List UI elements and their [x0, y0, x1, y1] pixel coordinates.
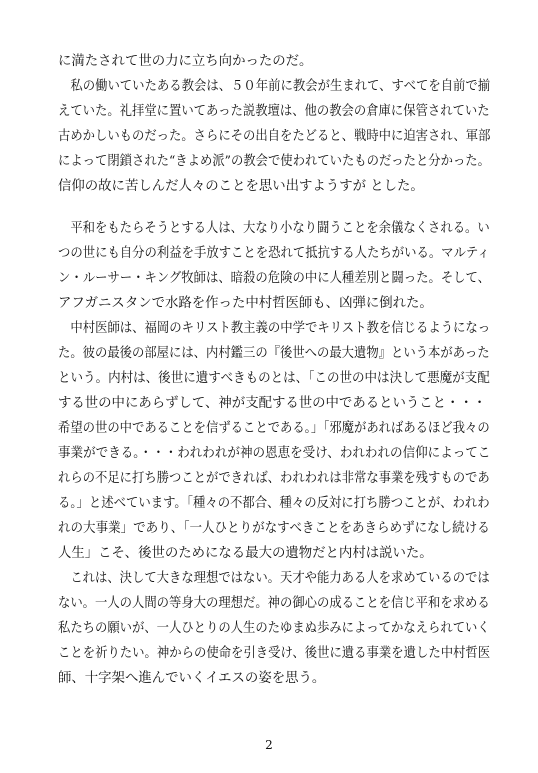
paragraph	[58, 216, 490, 316]
text-line: 中村医師は、福岡のキリスト教主義の中学でキリスト教を信じるようになっ	[58, 321, 491, 336]
paragraph	[58, 74, 490, 199]
text-line: つの世にも自分の利益を手放すことを恐れて抵抗する人たちがいる。マルティ	[58, 246, 490, 261]
text-line: という。内村は、後世に遺すべきものとは、「この世の中は決して悪魔が支配	[58, 371, 490, 386]
text-line: 平和をもたらそうとする人は、大なり小なり闘うことを余儀なくされる。い	[58, 221, 490, 236]
text-line: れらの不足に打ち勝つことができれば、われわれは非常な事業を残すものであ	[58, 471, 490, 486]
text-line: 古めかしいものだった。さらにその出自をたどると、戦時中に迫害され、軍部	[58, 129, 491, 144]
text-line: えていた。礼拝堂に置いてあった説教壇は、他の教会の倉庫に保管されていた	[58, 104, 490, 119]
text-line: ことを祈りたい。神からの使命を引き受け、後世に遺る事業を遺した中村哲医	[58, 646, 491, 661]
text-section-2	[58, 216, 490, 691]
text-line: ン・ルーサー・キング牧師は、暗殺の危険の中に人種差別と闘った。そして、	[58, 271, 491, 286]
text-line: 私の働いていたある教会は、５０年前に教会が生まれて、すべてを自前で揃	[58, 79, 491, 94]
text-line: 事業ができる。・・・われわれが神の恩恵を受け、われわれの信仰によってこ	[58, 446, 491, 461]
text-line: 信仰の故に苦しんだ人々のことを思い出すようすが とした。	[58, 179, 424, 194]
text-line: 希望の世の中であることを信ずることである。」「邪魔があればあるほど我々の	[58, 421, 490, 436]
text-line: によって閉鎖された“きよめ派”の教会で使われていたものだったと分かった。	[58, 154, 490, 169]
text-line: れの大事業」であり、「一人ひとりがなすべきことをあきらめずになし続ける	[58, 521, 490, 536]
page-number: 2	[265, 738, 273, 752]
text-line: に満たされて世の力に立ち向かったのだ。	[58, 54, 313, 69]
text-line: た。彼の最後の部屋には、内村鑑三の『後世への最大遺物』という本があった	[58, 346, 490, 361]
text-line: 師、十字架へ進んでいくイエスの姿を思う。	[58, 671, 326, 686]
text-line: ない。一人の人間の等身大の理想だ。神の御心の成ることを信じ平和を求める	[58, 596, 490, 611]
paragraph	[58, 566, 490, 691]
text-line: 人生」こそ、後世のためになる最大の遺物だと内村は説いた。	[58, 546, 433, 561]
text-line: する世の中にあらずして、神が支配する世の中であるということ・・・	[58, 396, 487, 411]
text-section-1	[58, 49, 490, 199]
text-line: アフガニスタンで水路を作った中村哲医師も、凶弾に倒れた。	[58, 296, 433, 311]
paragraph	[58, 316, 490, 566]
paragraph	[58, 49, 490, 74]
text-line: る。」と述べています。「種々の不都合、種々の反対に打ち勝つことが、われわ	[58, 496, 490, 511]
text-line: 私たちの願いが、一人ひとりの人生のたゆまぬ歩みによってかなえられていく	[58, 621, 490, 636]
text-line: これは、決して大きな理想ではない。天才や能力ある人を求めているのでは	[58, 571, 490, 586]
